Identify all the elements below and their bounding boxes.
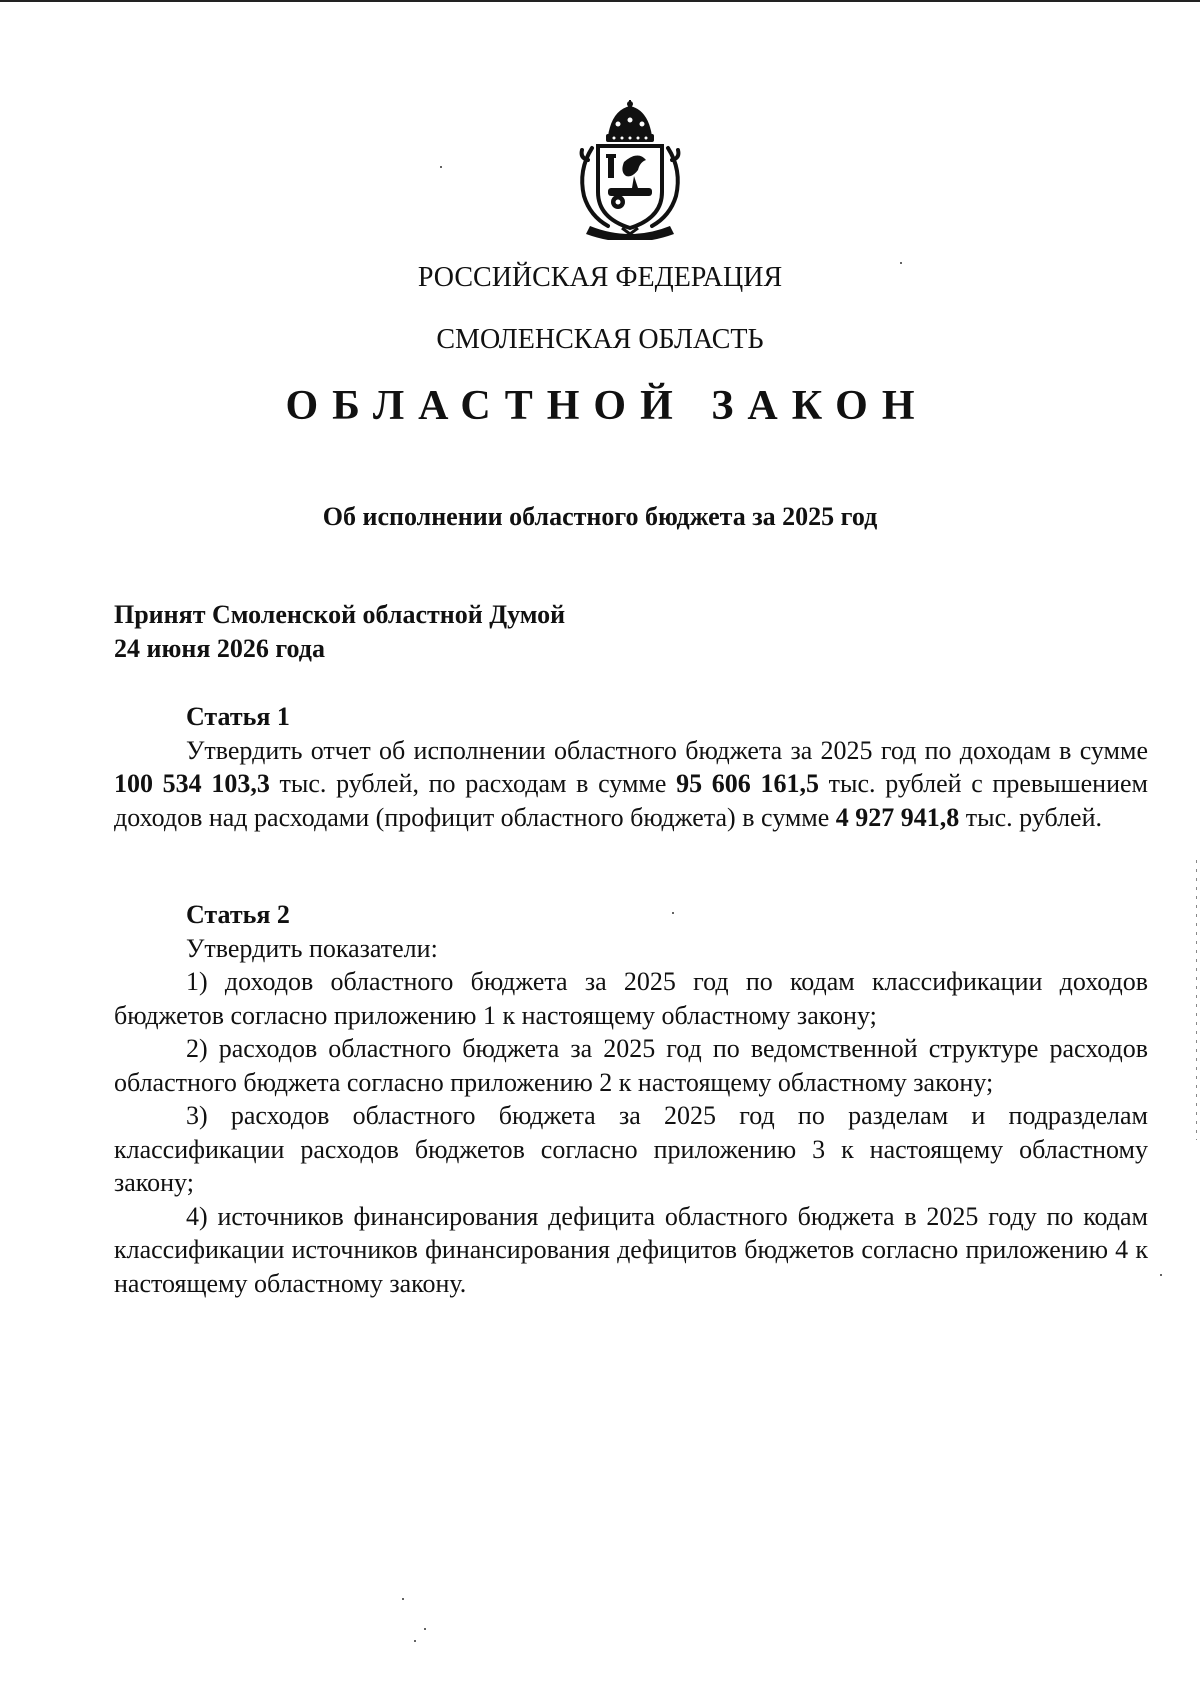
article-2-item-2: 2) расходов областного бюджета за 2025 год по ведомственной структуре расходов областного бюджета согласно приложению 2 к настоящему областному закону; bbox=[114, 1034, 1148, 1097]
article-2 bbox=[114, 898, 1148, 1300]
scan-speck bbox=[414, 1640, 416, 1642]
article-2-heading: Статья 2 bbox=[186, 900, 290, 929]
expenses-amount: 95 606 161,5 bbox=[676, 769, 819, 798]
federation-label: РОССИЙСКАЯ ФЕДЕРАЦИЯ bbox=[417, 262, 783, 293]
scan-speck bbox=[440, 166, 442, 168]
article-1-text-c: тыс. рублей с превышением доходов над расходами (профицит областного бюджета) в сумме bbox=[114, 769, 1149, 832]
smolensk-coat-of-arms-icon bbox=[568, 100, 692, 240]
adoption-date: 24 июня 2026 года bbox=[114, 634, 325, 663]
page-top-border bbox=[0, 0, 1200, 2]
scan-speck bbox=[672, 912, 674, 914]
article-1-heading: Статья 1 bbox=[186, 702, 290, 731]
article-1-text-b: тыс. рублей, по расходам в сумме bbox=[269, 769, 677, 798]
article-1-text-d: тыс. рублей. bbox=[959, 802, 1102, 832]
scan-speck bbox=[900, 262, 902, 264]
surplus-amount: 4 927 941,8 bbox=[835, 802, 960, 832]
region-label: СМОЛЕНСКАЯ ОБЛАСТЬ bbox=[436, 324, 764, 355]
scan-speck bbox=[1160, 1274, 1162, 1276]
article-1-text-a: Утвердить отчет об исполнении областного бюджета за 2025 год по доходам в сумме bbox=[186, 735, 1148, 765]
document-type: ОБЛАСТНОЙ ЗАКОН bbox=[285, 383, 929, 429]
income-amount: 100 534 103,3 bbox=[114, 769, 270, 798]
adoption-block bbox=[114, 598, 565, 666]
document-title: Об исполнении областного бюджета за 2025 год bbox=[322, 502, 878, 531]
article-2-item-3: 3) расходов областного бюджета за 2025 год по разделам и подразделам классификации расходов бюджетов согласно приложению 3 к настоящему областному закону; bbox=[114, 1101, 1148, 1197]
article-2-intro: Утвердить показатели: bbox=[186, 933, 438, 963]
article-1-text bbox=[114, 734, 1148, 835]
scan-speck bbox=[402, 1598, 404, 1600]
scan-speck bbox=[424, 1628, 426, 1630]
article-2-item-4: 4) источников финансирования дефицита областного бюджета в 2025 году по кодам классификации источников финансирования дефицитов бюджетов согласно приложению 4 к настоящему областному закону. bbox=[114, 1201, 1148, 1298]
adoption-line-duma: Принят Смоленской областной Думой bbox=[114, 600, 566, 629]
scan-edge-mark bbox=[1196, 860, 1197, 1140]
article-2-item-1: 1) доходов областного бюджета за 2025 год по кодам классификации доходов бюджетов согласно приложению 1 к настоящему областному закону; bbox=[114, 967, 1148, 1030]
article-1 bbox=[114, 700, 1148, 834]
